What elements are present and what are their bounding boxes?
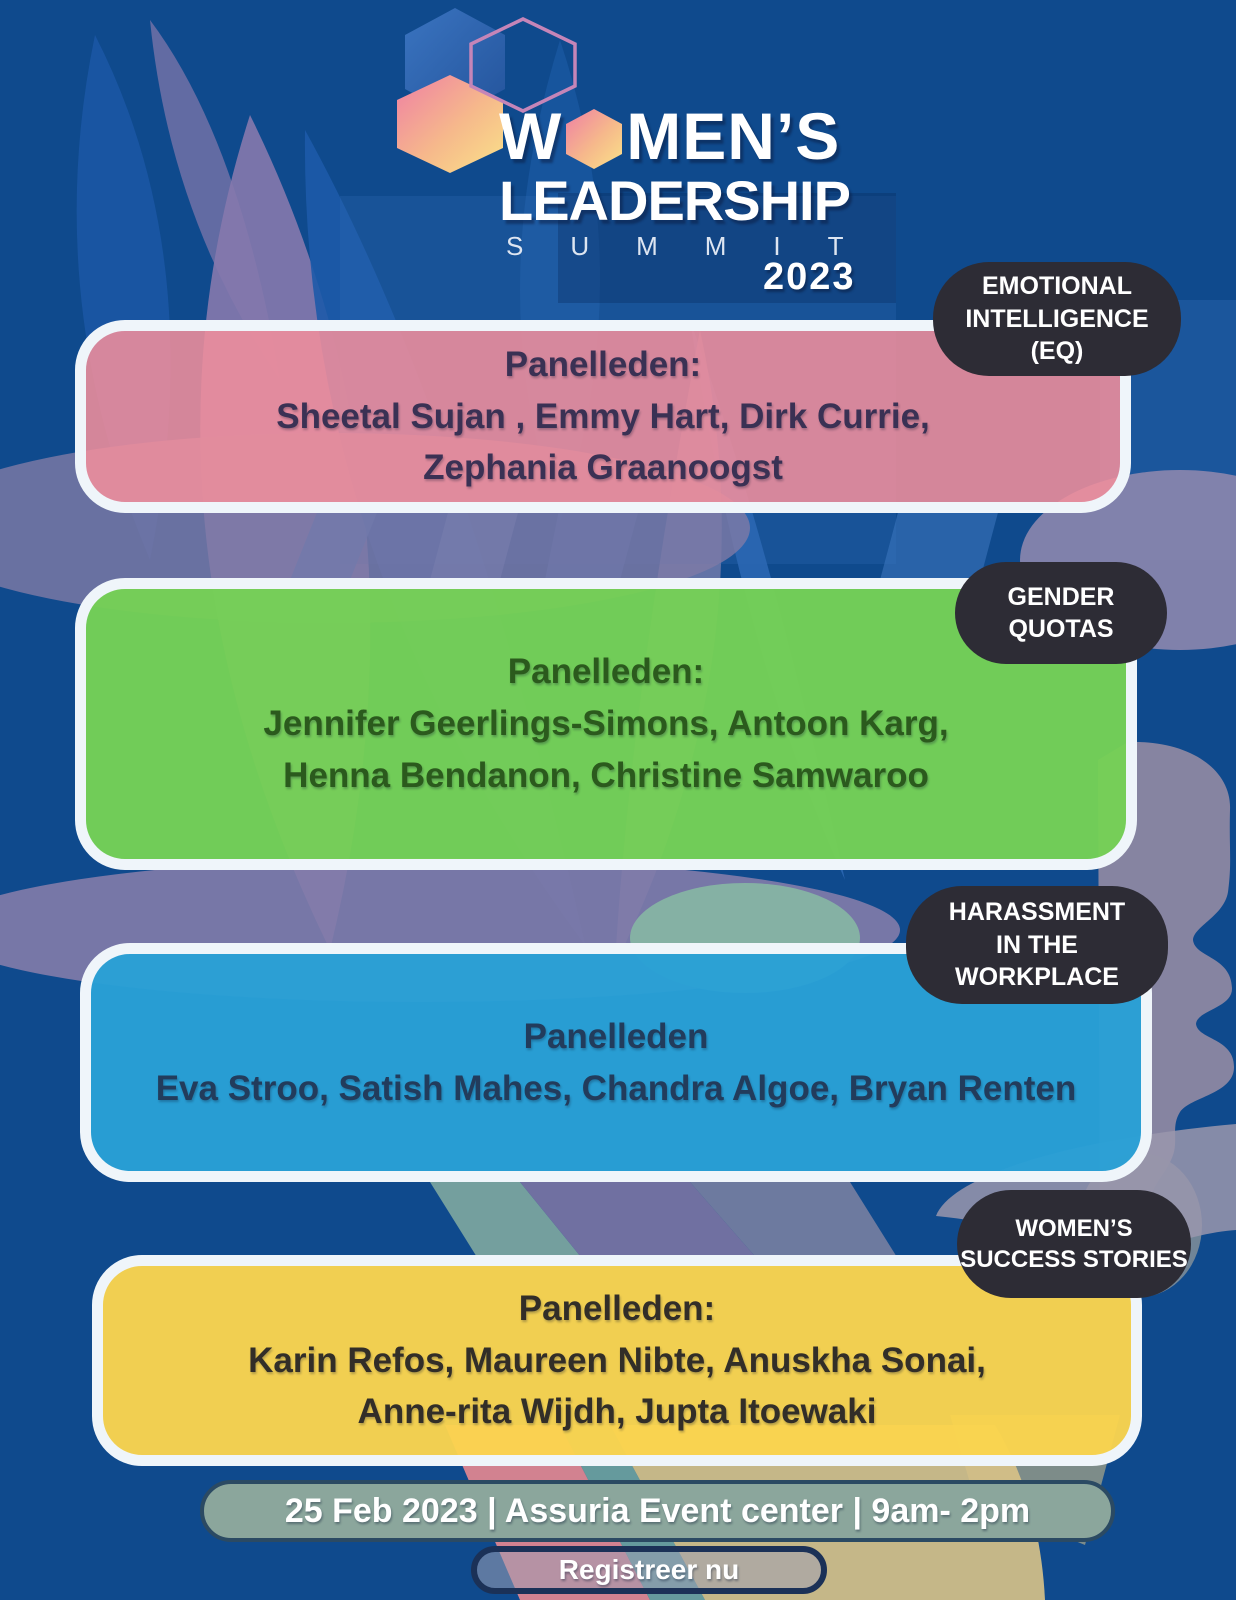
logo-title-part1: W — [499, 99, 563, 173]
panelist-names: Karin Refos, Maureen Nibte, Anuskha Sonai, — [248, 1340, 986, 1380]
badge-line: IN THE — [996, 930, 1078, 959]
panelist-names: Anne-rita Wijdh, Jupta Itoewaki — [357, 1392, 877, 1432]
register-button-label: Registreer nu — [558, 1554, 740, 1585]
panelist-names: Henna Bendanon, Christine Samwaroo — [283, 755, 929, 795]
panel-heading: Panelleden: — [518, 1288, 716, 1328]
panelist-names: Jennifer Geerlings-Simons, Antoon Karg, — [263, 704, 949, 744]
panelist-names: Eva Stroo, Satish Mahes, Chandra Algoe, Bryan Renten — [155, 1068, 1077, 1108]
badge-line: EMOTIONAL — [982, 272, 1132, 301]
badge-emotional-intelligence — [933, 262, 1181, 376]
badge-gender-quotas — [955, 562, 1167, 664]
panel-heading: Panelleden: — [504, 344, 702, 384]
panelist-names: Sheetal Sujan , Emmy Hart, Dirk Currie, — [276, 396, 930, 436]
panel-heading: Panelleden — [523, 1016, 709, 1056]
panel-heading: Panelleden: — [507, 652, 705, 692]
panelist-names: Zephania Graanoogst — [423, 448, 783, 488]
badge-success-stories — [957, 1190, 1191, 1298]
logo-title-part2: MEN’S — [626, 99, 841, 173]
badge-line: SUCCESS STORIES — [960, 1246, 1188, 1273]
badge-line: GENDER — [1007, 582, 1115, 611]
badge-line: INTELLIGENCE — [965, 304, 1149, 333]
badge-line: HARASSMENT — [948, 898, 1126, 927]
hexagon-o-icon — [565, 108, 623, 170]
badge-line: WORKPLACE — [955, 963, 1119, 992]
logo-year: 2023 — [763, 256, 856, 298]
event-info-bar — [200, 1480, 1115, 1542]
badge-harassment-workplace — [906, 886, 1168, 1004]
badge-line: (EQ) — [1030, 337, 1084, 366]
logo-subtitle: LEADERSHIP — [499, 169, 850, 232]
logo-tagline: SUMMIT — [506, 231, 891, 261]
event-info-text: 25 Feb 2023 | Assuria Event center | 9am- 2pm — [284, 1491, 1031, 1530]
badge-line: QUOTAS — [1008, 615, 1114, 643]
register-button[interactable] — [471, 1546, 827, 1594]
badge-line: WOMEN’S — [1015, 1214, 1133, 1242]
logo-title — [499, 98, 840, 174]
